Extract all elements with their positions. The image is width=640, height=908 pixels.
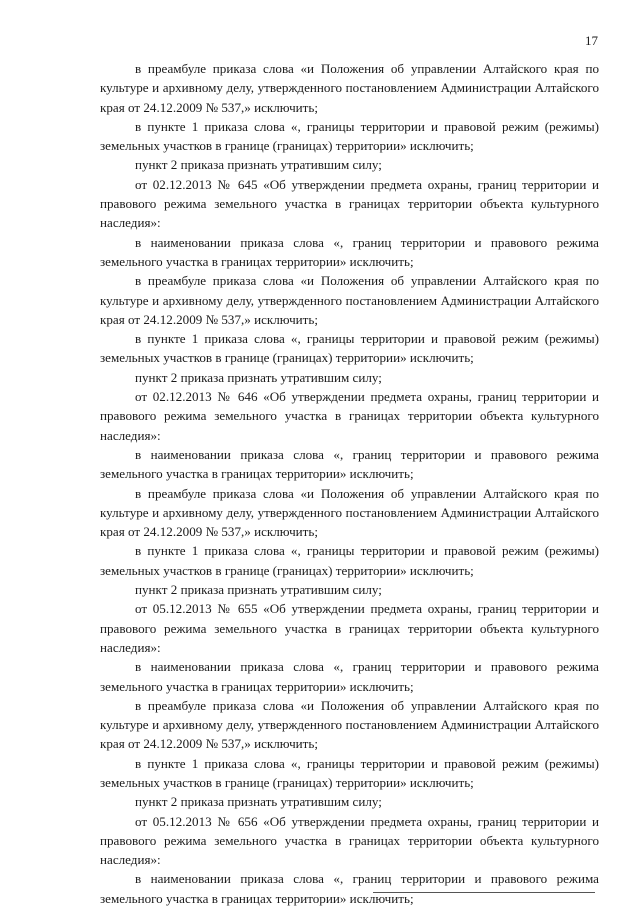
paragraph: в пункте 1 приказа слова «, границы территории и правовой режим (режимы) земельных участков в границе (границах) территории» исключить; <box>100 755 599 790</box>
paragraph: в пункте 1 приказа слова «, границы территории и правовой режим (режимы) земельных участков в границе (границах) территории» исключить; <box>100 543 599 578</box>
paragraph: в наименовании приказа слова «, границ территории и правового режима земельного участка в границах территории» исключить; <box>100 234 599 269</box>
paragraph: в преамбуле приказа слова «и Положения об управлении Алтайского края по культуре и архивному делу, утвержденного постановлением Администрации Алтайского края от 24.12.2009 № 537,» исключить; <box>100 61 599 115</box>
paragraph: в преамбуле приказа слова «и Положения об управлении Алтайского края по культуре и архивному делу, утвержденного постановлением Администрации Алтайского края от 24.12.2009 № 537,» исключить; <box>100 697 599 752</box>
paragraph: в наименовании приказа слова «, границ территории и правового режима земельного участка в границах территории» исключить; <box>100 871 599 906</box>
paragraph: от 02.12.2013 № 645 «Об утверждении предмета охраны, границ территории и правового режима земельного участка в границах территории объекта культурного наследия»: <box>100 176 599 231</box>
page-number: 17 <box>585 33 598 48</box>
paragraph: в пункте 1 приказа слова «, границы территории и правовой режим (режимы) земельных участков в границе (границах) территории» исключить; <box>100 331 599 366</box>
paragraph: в наименовании приказа слова «, границ территории и правового режима земельного участка в границах территории» исключить; <box>100 446 599 482</box>
paragraph: в наименовании приказа слова «, границ территории и правового режима земельного участка в границах территории» исключить; <box>100 659 599 694</box>
document-body <box>100 59 599 908</box>
paragraph: в пункте 1 приказа слова «, границы территории и правовой режим (режимы) земельных участков в границе (границах) территории» исключить; <box>100 118 599 154</box>
paragraph: от 05.12.2013 № 655 «Об утверждении предмета охраны, границ территории и правового режима земельного участка в границах территории объекта культурного наследия»: <box>100 601 599 655</box>
paragraph: в преамбуле приказа слова «и Положения об управлении Алтайского края по культуре и архивному делу, утвержденного постановлением Администрации Алтайского края от 24.12.2009 № 537,» исключить; <box>100 485 599 540</box>
paragraph: в преамбуле приказа слова «и Положения об управлении Алтайского края по культуре и архивному делу, утвержденного постановлением Администрации Алтайского края от 24.12.2009 № 537,» исключить; <box>100 273 599 327</box>
footer-rule <box>373 892 595 893</box>
paragraph: пункт 2 приказа признать утратившим силу; <box>135 369 382 385</box>
paragraph: пункт 2 приказа признать утратившим силу; <box>135 794 382 810</box>
paragraph: пункт 2 приказа признать утратившим силу; <box>135 157 382 173</box>
paragraph: от 05.12.2013 № 656 «Об утверждении предмета охраны, границ территории и правового режима земельного участка в границах территории объекта культурного наследия»: <box>100 813 599 868</box>
paragraph: от 02.12.2013 № 646 «Об утверждении предмета охраны, границ территории и правового режима земельного участка в границах территории объекта культурного наследия»: <box>100 389 599 443</box>
paragraph: пункт 2 приказа признать утратившим силу; <box>135 582 382 598</box>
